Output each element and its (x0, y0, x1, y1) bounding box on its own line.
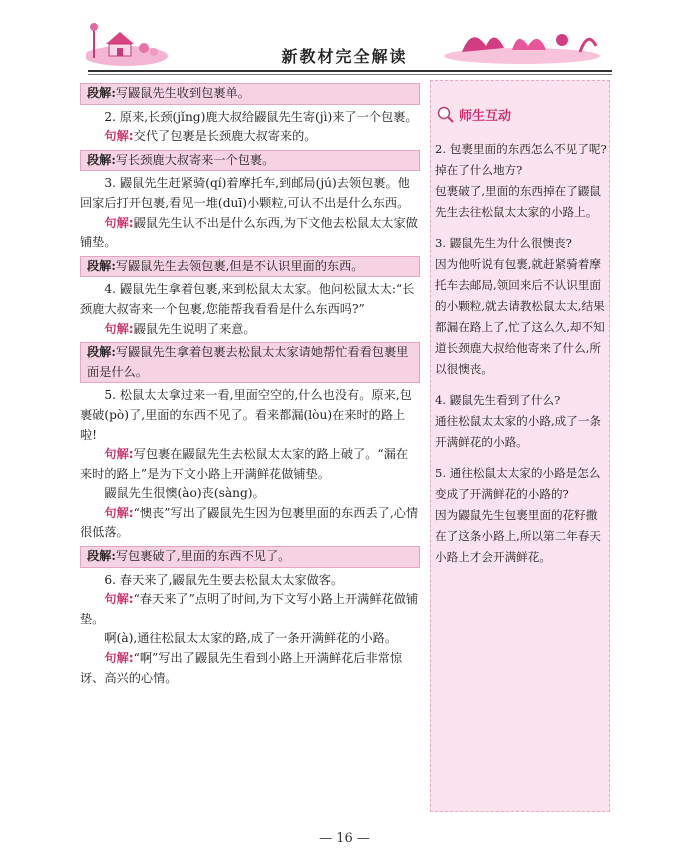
analysis-text: 写鼹鼠先生去领包裹,但是不认识里面的东西。 (115, 258, 364, 273)
sentence-label: 句解: (104, 505, 134, 520)
analysis-label: 段解: (87, 345, 116, 360)
sentence-analysis (80, 504, 420, 543)
question: 4. 鼹鼠先生看到了什么? (435, 393, 561, 407)
qa-list (435, 139, 607, 578)
analysis-label: 段解: (87, 258, 116, 273)
sentence-text: 写包裹在鼹鼠先生去松鼠太太家的路上破了。“漏在来时的路上”是为下文小路上开满鲜花做铺垫。 (80, 447, 408, 481)
answer: 因为他听说有包裹,就赶紧骑着摩托车去邮局,领回来后不认识里面的小颗粒,就去请教松鼠太太,结果都漏在路上了,忙了这么久,却不知道长颈鹿大叔给他寄来了什么,所以很懊丧。 (435, 257, 605, 376)
story-paragraph: 3. 鼹鼠先生赶紧骑(qí)着摩托车,到邮局(jú)去领包裹。他回家后打开包裹,看见一堆(duī)小颗粒,可认不出是什么东西。 (80, 176, 410, 210)
qa-item (435, 463, 607, 568)
qa-item (435, 390, 607, 453)
story-paragraph: 5. 松鼠太太拿过来一看,里面空空的,什么也没有。原来,包裹破(pò)了,里面的东西不见了。看来都漏(lòu)在来时的路上啦! (80, 388, 412, 442)
analysis-text: 写鼹鼠先生收到包裹单。 (115, 86, 250, 100)
analysis-text: 写包裹破了,里面的东西不见了。 (115, 549, 291, 564)
story-paragraph: 鼹鼠先生很懊(ào)丧(sàng)。 (104, 486, 265, 501)
story-paragraph: 啊(à),通往松鼠太太家的路,成了一条开满鲜花的小路。 (104, 631, 398, 646)
sentence-label: 句解: (104, 321, 134, 336)
paragraph-analysis-box (80, 342, 420, 383)
sidebar-header (437, 105, 511, 124)
page-number: — 16 — (319, 831, 370, 846)
main-column (80, 80, 420, 688)
sidebar-title: 师生互动 (459, 109, 512, 124)
sentence-label: 句解: (104, 215, 134, 230)
sentence-analysis (80, 320, 420, 340)
sentence-analysis (80, 445, 420, 484)
paragraph-analysis-box (80, 83, 420, 105)
book-title: 新教材完全解读 (281, 47, 408, 66)
sentence-analysis (80, 214, 420, 253)
story-paragraph: 6. 春天来了,鼹鼠先生要去松鼠太太家做客。 (104, 572, 344, 587)
question: 5. 通往松鼠太太家的小路是怎么变成了开满鲜花的小路的? (435, 466, 601, 501)
paragraph-analysis-box (80, 546, 420, 568)
answer: 包裹破了,里面的东西掉在了鼹鼠先生去往松鼠太太家的小路上。 (435, 184, 601, 219)
sentence-text: “懊丧”写出了鼹鼠先生因为包裹里面的东西丢了,心情很低落。 (80, 505, 419, 540)
sentence-analysis (80, 590, 420, 629)
sentence-analysis (80, 127, 420, 147)
qa-item (435, 139, 607, 223)
magnifier-icon (437, 106, 455, 124)
sentence-text: “啊”写出了鼹鼠先生看到小路上开满鲜花后非常惊讶、高兴的心情。 (80, 651, 403, 685)
question: 3. 鼹鼠先生为什么很懊丧? (435, 236, 572, 250)
header-rule-thin (88, 74, 612, 75)
paragraph-analysis-box (80, 150, 420, 172)
analysis-label: 段解: (87, 86, 116, 100)
story-paragraph: 2. 原来,长颈(jǐng)鹿大叔给鼹鼠先生寄(jì)来了一个包裹。 (104, 109, 418, 124)
analysis-text: 写长颈鹿大叔寄来一个包裹。 (115, 152, 275, 167)
paragraph-analysis-box (80, 256, 420, 278)
qa-item (435, 233, 607, 380)
sentence-label: 句解: (104, 447, 134, 462)
analysis-label: 段解: (87, 549, 116, 564)
answer: 通往松鼠太太家的小路,成了一条开满鲜花的小路。 (435, 414, 601, 449)
sentence-label: 句解: (104, 592, 134, 607)
sentence-analysis (80, 649, 420, 688)
question: 2. 包裹里面的东西怎么不见了呢?掉在了什么地方? (435, 142, 607, 177)
sentence-text: 鼹鼠先生说明了来意。 (133, 321, 256, 336)
sidebar-interaction (430, 80, 610, 812)
page-header (0, 0, 689, 80)
analysis-text: 写鼹鼠先生拿着包裹去松鼠太太家请她帮忙看看包裹里面是什么。 (87, 345, 409, 379)
analysis-label: 段解: (87, 152, 116, 167)
sentence-text: 鼹鼠先生认不出是什么东西,为下文他去松鼠太太家做铺垫。 (80, 215, 418, 250)
sentence-text: “春天来了”点明了时间,为下文写小路上开满鲜花做铺垫。 (80, 592, 419, 626)
sentence-text: 交代了包裹是长颈鹿大叔寄来的。 (133, 129, 317, 144)
story-paragraph: 4. 鼹鼠先生拿着包裹,来到松鼠太太家。他问松鼠太太:“长颈鹿大叔寄来一个包裹,您能帮我看看是什么东西吗?” (80, 282, 415, 316)
header-rule (88, 70, 612, 72)
sentence-label: 句解: (104, 129, 134, 144)
sentence-label: 句解: (104, 651, 134, 666)
answer: 因为鼹鼠先生包裹里面的花籽撒在了这条小路上,所以第二年春天小路上才会开满鲜花。 (435, 508, 601, 564)
